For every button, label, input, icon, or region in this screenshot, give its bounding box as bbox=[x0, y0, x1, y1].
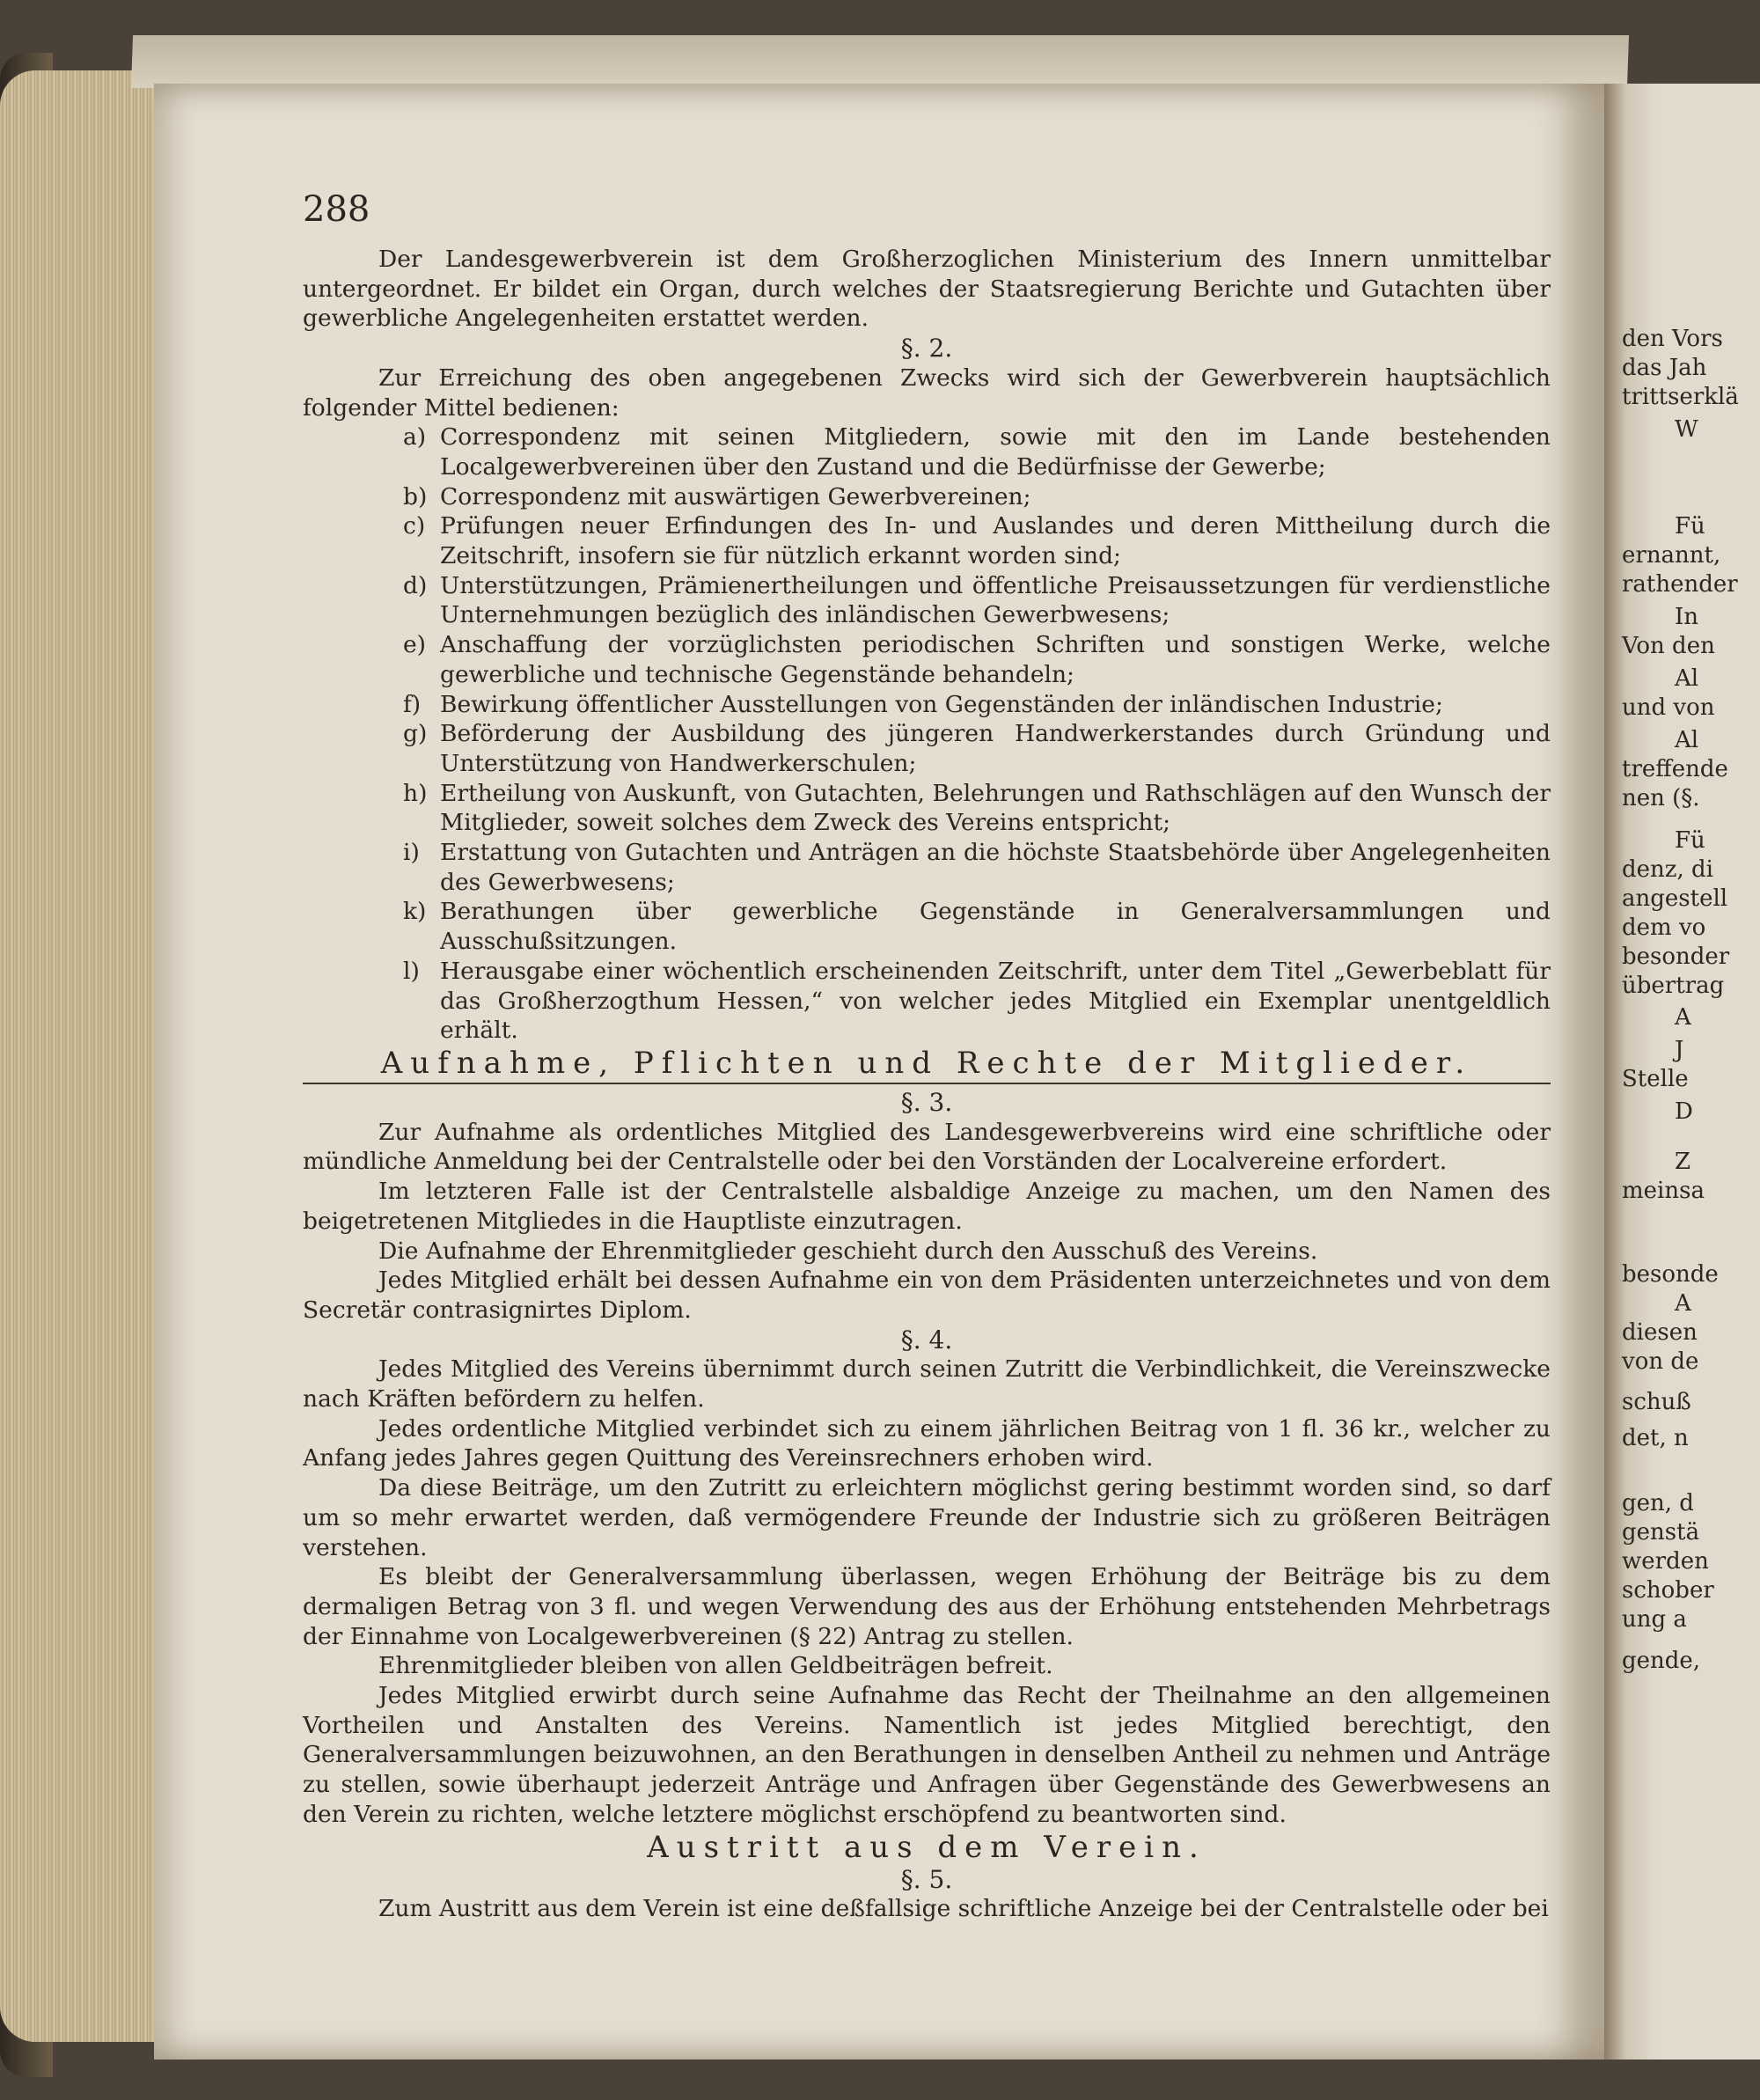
list-item bbox=[303, 511, 1551, 570]
page-number: 288 bbox=[303, 189, 370, 230]
right-page-line: A bbox=[1675, 1290, 1691, 1317]
section-3-paragraph: Die Aufnahme der Ehrenmitglieder geschieht durch den Ausschuß des Vereins. bbox=[378, 1237, 1318, 1265]
list-item bbox=[303, 482, 1551, 512]
list-label: b) bbox=[403, 482, 428, 510]
list-item bbox=[303, 779, 1551, 838]
section-4-paragraph: Es bleibt der Generalversammlung überlassen, wegen Erhöhung der Beiträge bis zu dem dermaligen Betrag von 3 fl. und wegen Verwendung des aus der Erhöhung entstehenden Mehrbetrags der Einnahme von Localgewerbvereinen (§ 22) Antrag zu stellen. bbox=[303, 1563, 1551, 1650]
section-4-paragraph: Jedes ordentliche Mitglied verbindet sich zu einem jährlichen Beitrag von 1 fl. 36 kr., welcher zu Anfang jedes Jahres gegen Quittung des Vereinsrechners erhoben wird. bbox=[303, 1414, 1551, 1472]
section-4-paragraph: Da diese Beiträge, um den Zutritt zu erleichtern möglichst gering bestimmt worden sind, so darf um so mehr erwartet werden, daß vermögendere Freunde der Industrie sich zu größeren Beiträgen verstehen. bbox=[303, 1474, 1551, 1561]
list-label: i) bbox=[403, 839, 420, 867]
right-page-line: ung a bbox=[1622, 1606, 1687, 1633]
right-page-line: und von bbox=[1622, 694, 1715, 721]
section-4-paragraph: Jedes Mitglied erwirbt durch seine Aufnahme das Recht der Theilnahme an den allgemeinen Vortheilen und Anstalten des Vereins. Namentlich ist jedes Mitglied berechtigt, den Generalversammlungen beizuwohnen, an den Berathungen in denselben Antheil zu nehmen und Anträge zu stellen, sowie überhaupt jederzeit Anträge und Anfragen über Gegenstände des Gewerbwesens an den Verein zu richten, welche letztere möglichst erschöpfend zu beantworten sind. bbox=[303, 1682, 1551, 1828]
list-item bbox=[303, 719, 1551, 778]
right-page-line: übertrag bbox=[1622, 973, 1725, 999]
heading-resignation: Austritt aus dem Verein. bbox=[647, 1829, 1206, 1865]
right-page-line: von de bbox=[1622, 1348, 1699, 1375]
section-2-lead: Zur Erreichung des oben angegebenen Zwecks wird sich der Gewerbverein hauptsächlich folgender Mittel bedienen: bbox=[303, 363, 1551, 422]
right-page-line: das Jah bbox=[1622, 355, 1707, 381]
section-4-number: §. 4. bbox=[900, 1325, 953, 1355]
list-label: f) bbox=[403, 690, 422, 718]
right-page-line: schuß bbox=[1622, 1389, 1691, 1415]
list-text: Herausgabe einer wöchentlich erscheinenden Zeitschrift, unter dem Titel „Gewerbeblatt für das Großherzogthum Hessen,“ von welcher jedes Mitglied ein Exemplar unentgeldlich erhält. bbox=[440, 957, 1551, 1045]
right-page-line: angestell bbox=[1622, 885, 1728, 912]
list-item bbox=[303, 571, 1551, 630]
right-page-line: In bbox=[1675, 604, 1699, 630]
right-page-line: diesen bbox=[1622, 1319, 1698, 1346]
list-label: l) bbox=[403, 957, 420, 985]
section-4-paragraph: Jedes Mitglied des Vereins übernimmt durch seinen Zutritt die Verbindlichkeit, die Vereinszwecke nach Kräften befördern zu helfen. bbox=[303, 1355, 1551, 1413]
list-label: e) bbox=[403, 631, 427, 659]
right-page-line: det, n bbox=[1622, 1425, 1689, 1451]
list-text: Anschaffung der vorzüglichsten periodischen Schriften und sonstigen Werke, welche gewerbliche und technische Gegenstände behandeln; bbox=[440, 631, 1551, 688]
right-page-line: gende, bbox=[1622, 1648, 1701, 1674]
list-label: a) bbox=[403, 423, 427, 452]
list-item bbox=[303, 690, 1551, 720]
section-3-paragraph: Jedes Mitglied erhält bei dessen Aufnahme ein von dem Präsidenten unterzeichnetes und von dem Secretär contrasignirtes Diplom. bbox=[303, 1267, 1551, 1324]
intro-paragraph: Der Landesgewerbverein ist dem Großherzoglichen Ministerium des Innern unmittelbar untergeordnet. Er bildet ein Organ, durch welches der Staatsregierung Berichte und Gutachten über gewerbliche Angelegenheiten erstattet werden. bbox=[303, 246, 1551, 333]
list-text: Unterstützungen, Prämienertheilungen und öffentliche Preisaussetzungen für verdienstliche Unternehmungen bezüglich des inländischen Gewerbwesens; bbox=[440, 571, 1551, 629]
list-text: Erstattung von Gutachten und Anträgen an die höchste Staatsbehörde über Angelegenheiten des Gewerbwesens; bbox=[440, 839, 1551, 896]
page-body bbox=[303, 245, 1551, 1924]
right-page-line: D bbox=[1675, 1098, 1693, 1125]
right-page-line: dem vo bbox=[1622, 914, 1706, 941]
list-text: Bewirkung öffentlicher Ausstellungen von Gegenständen der inländischen Industrie; bbox=[440, 690, 1443, 718]
list-text: Berathungen über gewerbliche Gegenstände in Generalversammlungen und Ausschußsitzungen. bbox=[440, 898, 1551, 956]
heading-rule bbox=[303, 1083, 1551, 1084]
right-page-line: Fü bbox=[1675, 513, 1705, 540]
list-item bbox=[303, 897, 1551, 956]
list-text: Ertheilung von Auskunft, von Gutachten, Belehrungen und Rathschlägen auf den Wunsch der Mitglieder, soweit solches dem Zweck des Vereins entspricht; bbox=[440, 779, 1551, 837]
list-label: c) bbox=[403, 512, 426, 540]
list-text: Correspondenz mit seinen Mitgliedern, sowie mit den im Lande bestehenden Localgewerbvereinen über den Zustand und die Bedürfnisse der Gewerbe; bbox=[440, 423, 1551, 481]
right-page-line: meinsa bbox=[1622, 1178, 1705, 1204]
right-page-line: Z bbox=[1675, 1149, 1691, 1175]
list-item bbox=[303, 422, 1551, 481]
right-page-line: J bbox=[1675, 1037, 1684, 1063]
right-page-line: besonder bbox=[1622, 944, 1730, 970]
list-item bbox=[303, 957, 1551, 1046]
list-text: Correspondenz mit auswärtigen Gewerbvereinen; bbox=[440, 482, 1031, 510]
book-page-edges bbox=[0, 70, 154, 2042]
section-3-paragraph: Zur Aufnahme als ordentliches Mitglied des Landesgewerbvereins wird eine schriftliche oder mündliche Anmeldung bei der Centralstelle oder bei den Vorständen der Localvereine erfordert. bbox=[303, 1118, 1551, 1176]
right-page-line: werden bbox=[1622, 1548, 1709, 1575]
right-page-line: Al bbox=[1675, 665, 1699, 692]
right-page-line: nen (§. bbox=[1622, 785, 1700, 811]
heading-membership: Aufnahme, Pflichten und Rechte der Mitglieder. bbox=[380, 1045, 1473, 1081]
right-page-line: rathender bbox=[1622, 571, 1738, 598]
right-page-line: besonde bbox=[1622, 1261, 1719, 1288]
list-text: Prüfungen neuer Erfindungen des In- und Auslandes und deren Mittheilung durch die Zeitschrift, insofern sie für nützlich erkannt worden sind; bbox=[440, 512, 1551, 570]
right-page-line: denz, di bbox=[1622, 856, 1713, 883]
right-page-line: gen, d bbox=[1622, 1490, 1694, 1516]
list-label: k) bbox=[403, 898, 427, 926]
right-page-line: den Vors bbox=[1622, 326, 1723, 352]
right-page-line: Fü bbox=[1675, 827, 1705, 854]
right-page-line: Al bbox=[1675, 727, 1699, 753]
list-label: d) bbox=[403, 571, 428, 599]
section-4-paragraph: Ehrenmitglieder bleiben von allen Geldbeiträgen befreit. bbox=[378, 1652, 1053, 1680]
right-page-line: Stelle bbox=[1622, 1066, 1689, 1092]
list-text: Beförderung der Ausbildung des jüngeren Handwerkerstandes durch Gründung und Unterstützung von Handwerkerschulen; bbox=[440, 720, 1551, 777]
section-3-paragraph: Im letzteren Falle ist der Centralstelle alsbaldige Anzeige zu machen, um den Namen des beigetretenen Mitgliedes in die Hauptliste einzutragen. bbox=[303, 1178, 1551, 1235]
list-item bbox=[303, 838, 1551, 897]
list-label: h) bbox=[403, 779, 428, 807]
top-leaf bbox=[131, 35, 1629, 88]
right-page-line: A bbox=[1675, 1004, 1691, 1031]
right-page-line: treffende bbox=[1622, 756, 1728, 782]
right-page-line: W bbox=[1675, 416, 1698, 443]
right-page-line: schober bbox=[1622, 1577, 1714, 1604]
list-item bbox=[303, 630, 1551, 689]
list-label: g) bbox=[403, 720, 428, 748]
section-5-paragraph: Zum Austritt aus dem Verein ist eine deßfallsige schriftliche Anzeige bei der Centralstelle oder bei bbox=[378, 1895, 1549, 1923]
section-2-number: §. 2. bbox=[900, 334, 953, 363]
section-5-number: §. 5. bbox=[900, 1864, 953, 1894]
right-page-line: ernannt, bbox=[1622, 542, 1721, 569]
section-3-number: §. 3. bbox=[900, 1087, 953, 1117]
right-page bbox=[1604, 84, 1760, 2060]
right-page-line: Von den bbox=[1622, 633, 1715, 659]
right-page-line: trittserklä bbox=[1622, 384, 1739, 410]
right-page-line: genstä bbox=[1622, 1519, 1700, 1546]
